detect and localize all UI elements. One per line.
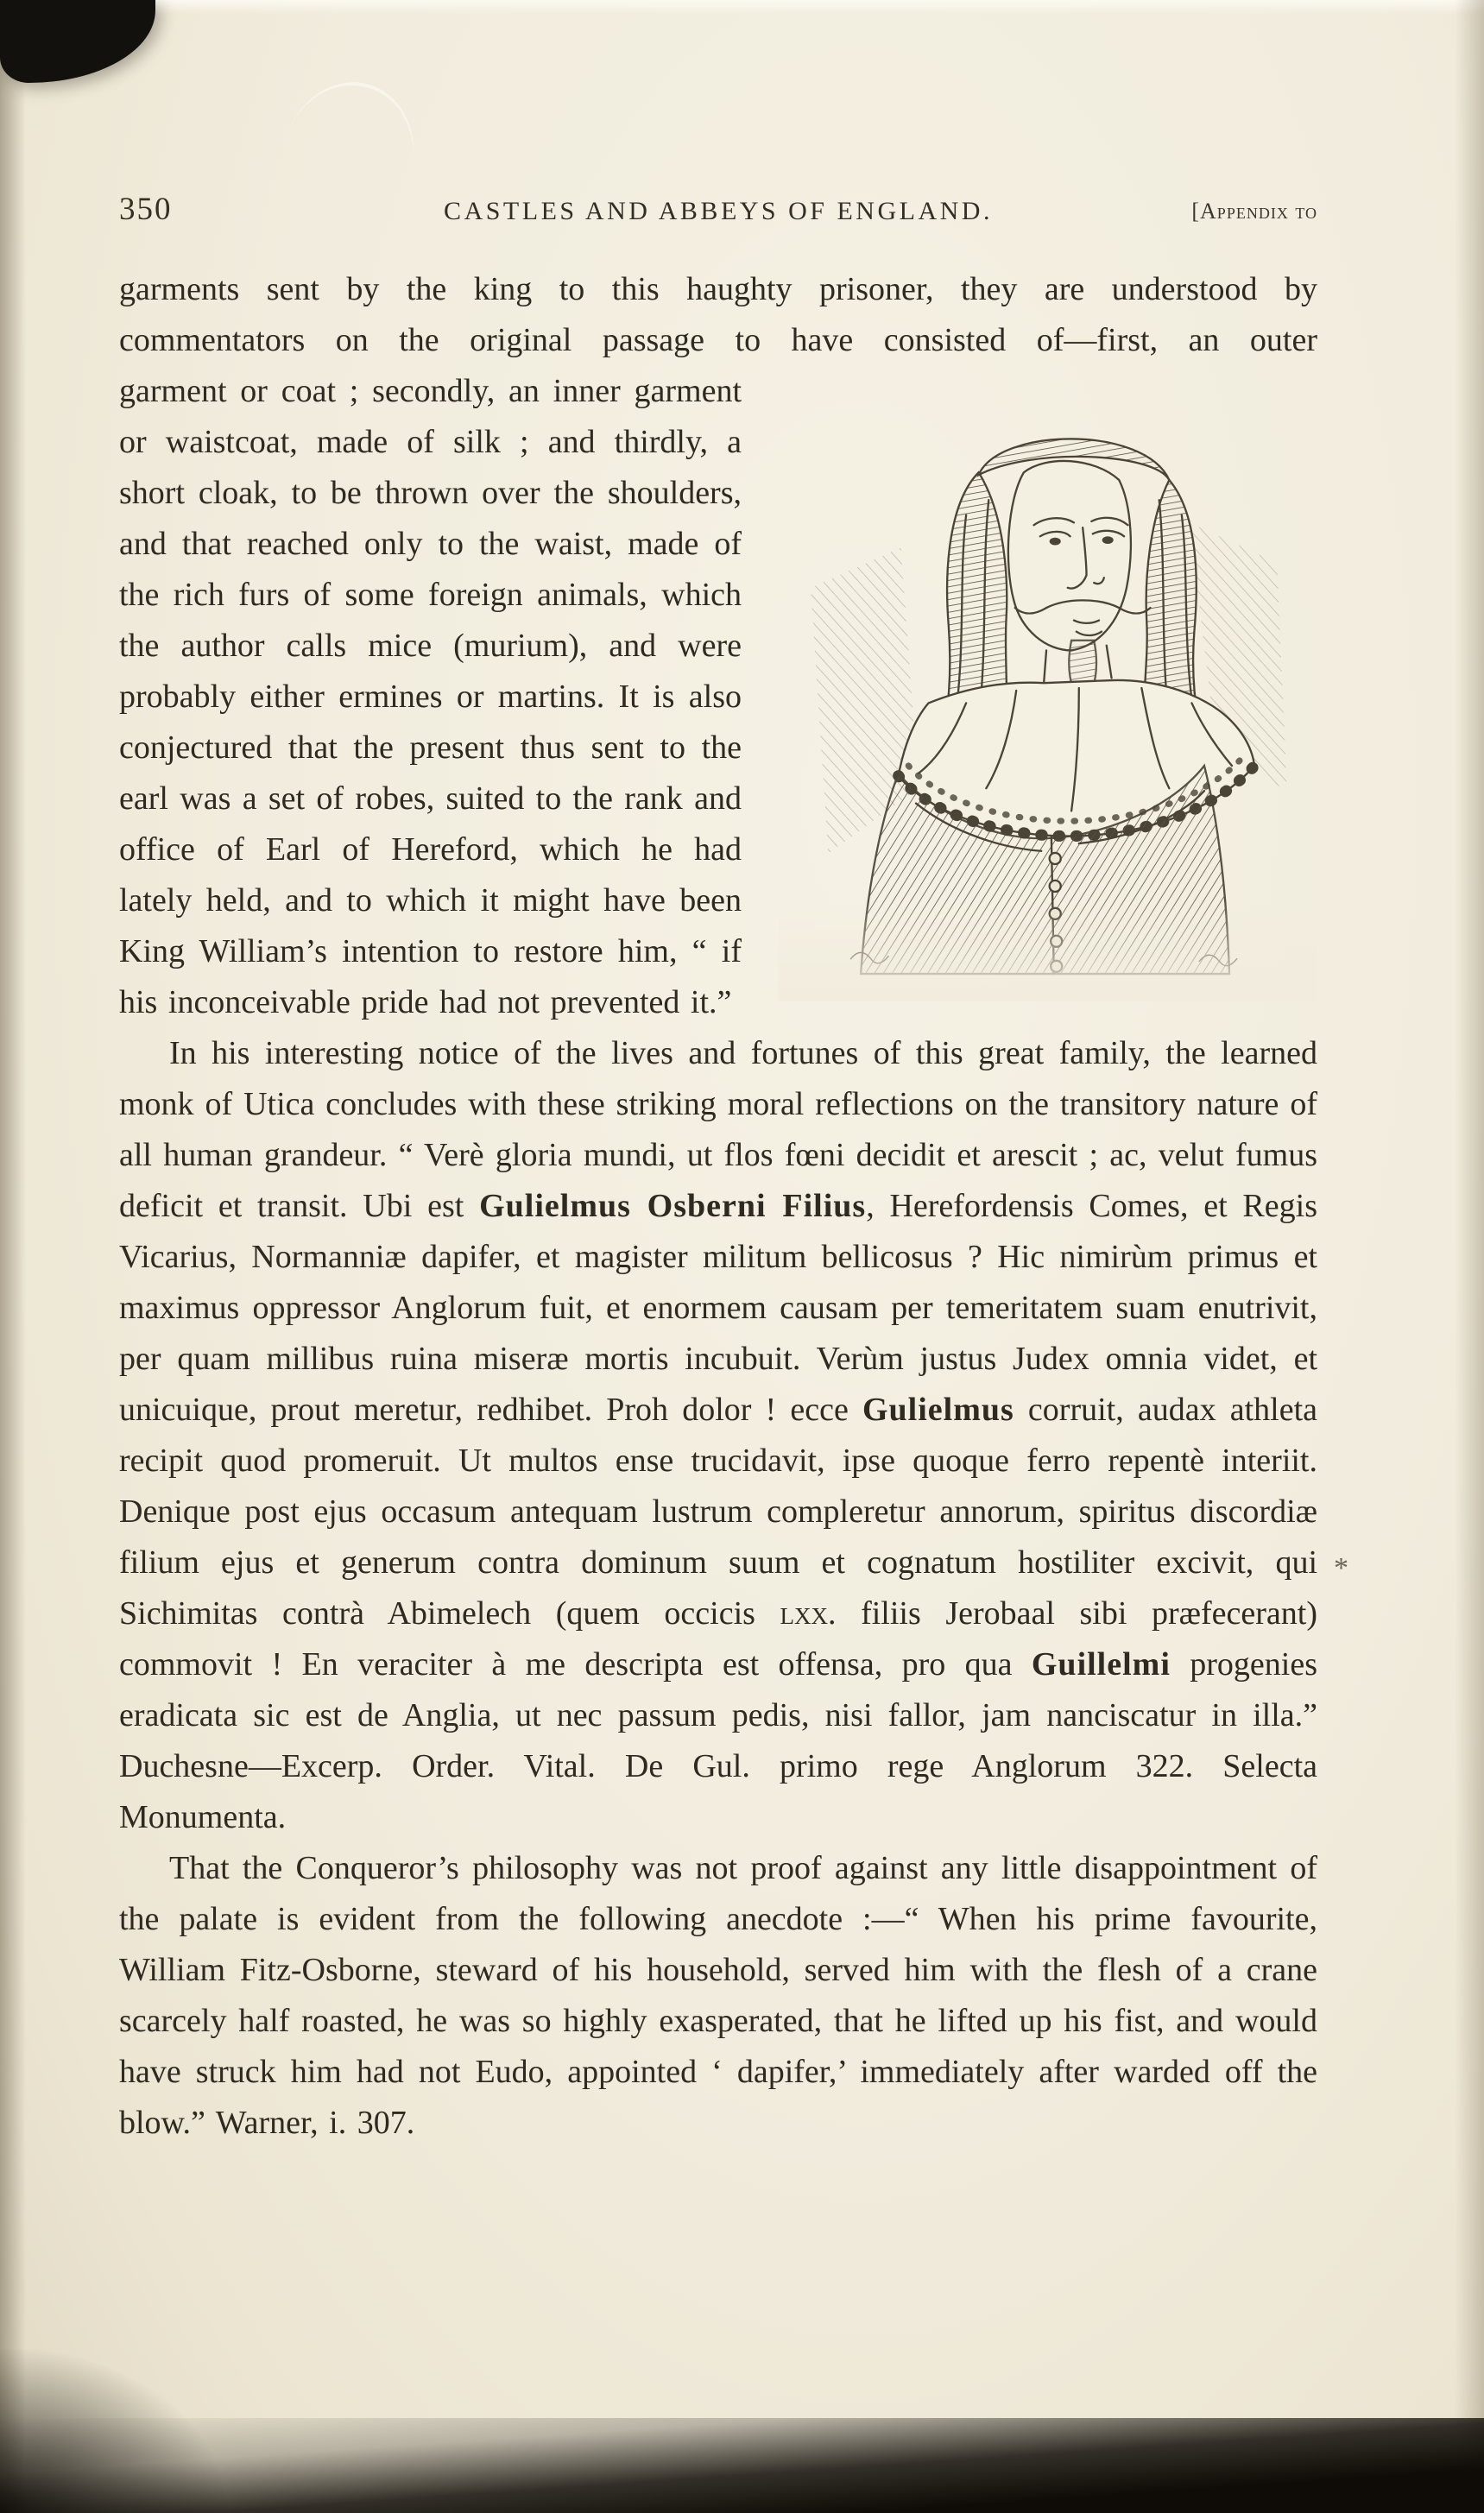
running-title: CASTLES AND ABBEYS OF ENGLAND. bbox=[444, 197, 993, 225]
scan-corner-bottom-left bbox=[0, 2349, 224, 2513]
engraved-portrait-bust-icon bbox=[778, 375, 1317, 1001]
scan-corner-top-left bbox=[0, 0, 155, 83]
header-appendix-note: [Appendix to bbox=[1191, 199, 1317, 224]
scan-edge-left bbox=[0, 0, 26, 2513]
paragraph-1-body: garment or coat ; secondly, an inner garment or waistcoat, made of silk ; and thirdly, a short cloak, to be thrown over the shoulders, and that reached only to the waist, made of the rich furs of some foreign animals, which the author calls mice (murium), and were probably either ermines or martins. It is also conjectured that the present thus sent to the earl was a set of robes, suited to the rank and office of Earl of Hereford, which he had lately held, and to which it might have been King William’s intention to restore him, “ if his inconceivable pride had not prevented it.” bbox=[119, 373, 742, 1020]
paragraph-3: That the Conqueror’s philosophy was not proof against any little disappointment of the palate is evident from the following anecdote :—“ When his prime favourite, William Fitz-Osborne, steward of his household, served him with the flesh of a crane scarcely half roasted, he was so highly exasperated, that he lifted up his fist, and would have struck him had not Eudo, appointed ‘ dapifer,’ immediately after warded off the blow.” Warner, i. 307. bbox=[119, 1850, 1317, 2141]
page-header bbox=[119, 183, 1317, 228]
paragraph-2: In his interesting notice of the lives and fortunes of this great family, the learned monk of Utica concludes with these striking moral reflections on the transitory nature of all human grandeur. “ Verè gloria mundi, ut flos fœni decidit et arescit ; ac, velut fumus deficit et transit. Ubi est Gulielmus Osberni Filius, Herefordensis Comes, et Regis Vicarius, Normanniæ dapifer, et magister militum bellicosus ? Hic nimirùm primus et maximus oppressor Anglorum fuit, et enormem causam per temeritatem suam enutrivit, per quam millibus ruina miseræ mortis incubuit. Verùm justus Judex omnia videt, et unicuique, prout meretur, redhibet. Proh dolor ! ecce Gulielmus corruit, audax athleta recipit quod promeruit. Ut multos ense trucidavit, ipse quoque ferro repentè interiit. Denique post ejus occasum antequam lustrum compleretur annorum, spiritus discordiæ filium ejus et generum contra dominum suum et cognatum hostiliter excivit, qui Sichimitas contrà Abimelech (quem occicis lxx. filiis Jerobaal sibi præfecerant) commovit ! En veraciter à me descripta est offensa, pro qua Guillelmi progenies eradicata sic est de Anglia, ut nec passum pedis, nisi fallor, jam nanciscatur in illa.” Duchesne—Excerp. Order. Vital. De Gul. primo rege Anglorum 322. Selecta Monumenta. bbox=[119, 1035, 1318, 1835]
scan-scratch-mark bbox=[286, 66, 431, 175]
scan-edge-top bbox=[0, 0, 1484, 14]
margin-asterisk: * bbox=[1334, 1552, 1348, 1584]
page-body bbox=[119, 264, 1317, 2149]
page-number: 350 bbox=[119, 192, 173, 227]
scan-edge-right bbox=[1455, 0, 1484, 2513]
paragraph-1-lead: garments sent by the king to this haughty prisoner, they are understood by commentators on the original passage to have consisted of—first, an outer bbox=[119, 271, 1317, 358]
portrait-engraving bbox=[778, 375, 1317, 1001]
